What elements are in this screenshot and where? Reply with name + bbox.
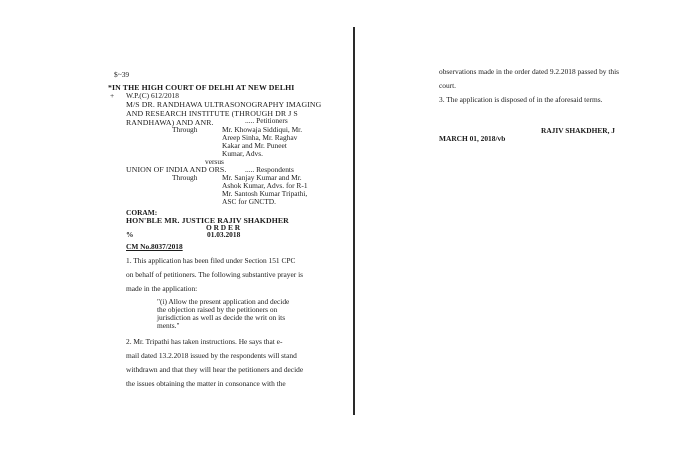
cm-number-heading: CM No.8037/2018: [126, 242, 183, 251]
petitioner-counsel-line: Kumar, Advs.: [222, 149, 263, 158]
petitioner-counsel-line: Areep Sinha, Mr. Raghav: [222, 133, 298, 142]
vertical-page-divider: [353, 27, 355, 415]
paragraph-line: withdrawn and that they will hear the petitioners and decide: [126, 365, 304, 374]
paragraph-line: 3. The application is disposed of in the aforesaid terms.: [439, 95, 603, 104]
paragraph-line: mail dated 13.2.2018 issued by the respondents will stand: [126, 351, 297, 360]
signature-date: MARCH 01, 2018/vb: [439, 134, 506, 143]
judge-line: HON'BLE MR. JUSTICE RAJIV SHAKDHER: [126, 216, 289, 225]
signature-name: RAJIV SHAKDHER, J: [541, 126, 615, 135]
quote-line: ments.": [157, 321, 180, 330]
through-label: Through: [172, 173, 198, 182]
quote-line: the objection raised by the petitioners on: [157, 305, 278, 314]
petitioner-line: RANDHAWA) AND ANR.: [126, 118, 214, 127]
quote-line: jurisdiction as well as decide the writ on its: [157, 313, 286, 322]
quote-line: "(i) Allow the present application and decide: [157, 297, 290, 306]
case-number: W.P.(C) 612/2018: [126, 91, 179, 100]
paragraph-line: made in the application:: [126, 284, 198, 293]
petitioner-counsel-line: Mr. Khowaja Siddiqui, Mr.: [222, 125, 303, 134]
petitioner-counsel-line: Kakar and Mr. Puneet: [222, 141, 287, 150]
petitioner-line: AND RESEARCH INSTITUTE (THROUGH DR J S: [126, 109, 298, 118]
respondent-counsel-line: Mr. Sanjay Kumar and Mr.: [222, 173, 302, 182]
through-label: Through: [172, 125, 198, 134]
respondent-counsel-line: Ashok Kumar, Advs. for R-1: [222, 181, 308, 190]
continuation-line: observations made in the order dated 9.2.2018 passed by this: [439, 67, 620, 76]
paragraph-line: 2. Mr. Tripathi has taken instructions. He says that e-: [126, 337, 283, 346]
paragraph-line: on behalf of petitioners. The following substantive prayer is: [126, 270, 303, 279]
order-number: %: [126, 230, 134, 239]
petitioner-line: M/S DR. RANDHAWA ULTRASONOGRAPHY IMAGING: [126, 100, 322, 109]
paragraph-line: the issues obtaining the matter in consonance with the: [126, 379, 286, 388]
respondent-counsel-line: Mr. Santosh Kumar Tripathi,: [222, 189, 308, 198]
respondent-counsel-line: ASC for GNCTD.: [222, 197, 276, 206]
order-heading: O R D E R: [206, 223, 241, 232]
page-code: $~39: [114, 70, 130, 79]
coram-label: CORAM:: [126, 208, 158, 217]
versus-label: versus: [205, 157, 224, 166]
respondents-label: ..... Respondents: [245, 165, 294, 174]
paragraph-line: 1. This application has been filed under Section 151 CPC: [126, 256, 296, 265]
court-heading: *IN THE HIGH COURT OF DELHI AT NEW DELHI: [108, 83, 295, 92]
petitioners-label: ..... Petitioners: [245, 116, 288, 125]
continuation-line: court.: [439, 81, 457, 90]
order-date: 01.03.2018: [207, 230, 241, 239]
case-marker: +: [110, 91, 115, 100]
respondent-line: UNION OF INDIA AND ORS.: [126, 165, 227, 174]
